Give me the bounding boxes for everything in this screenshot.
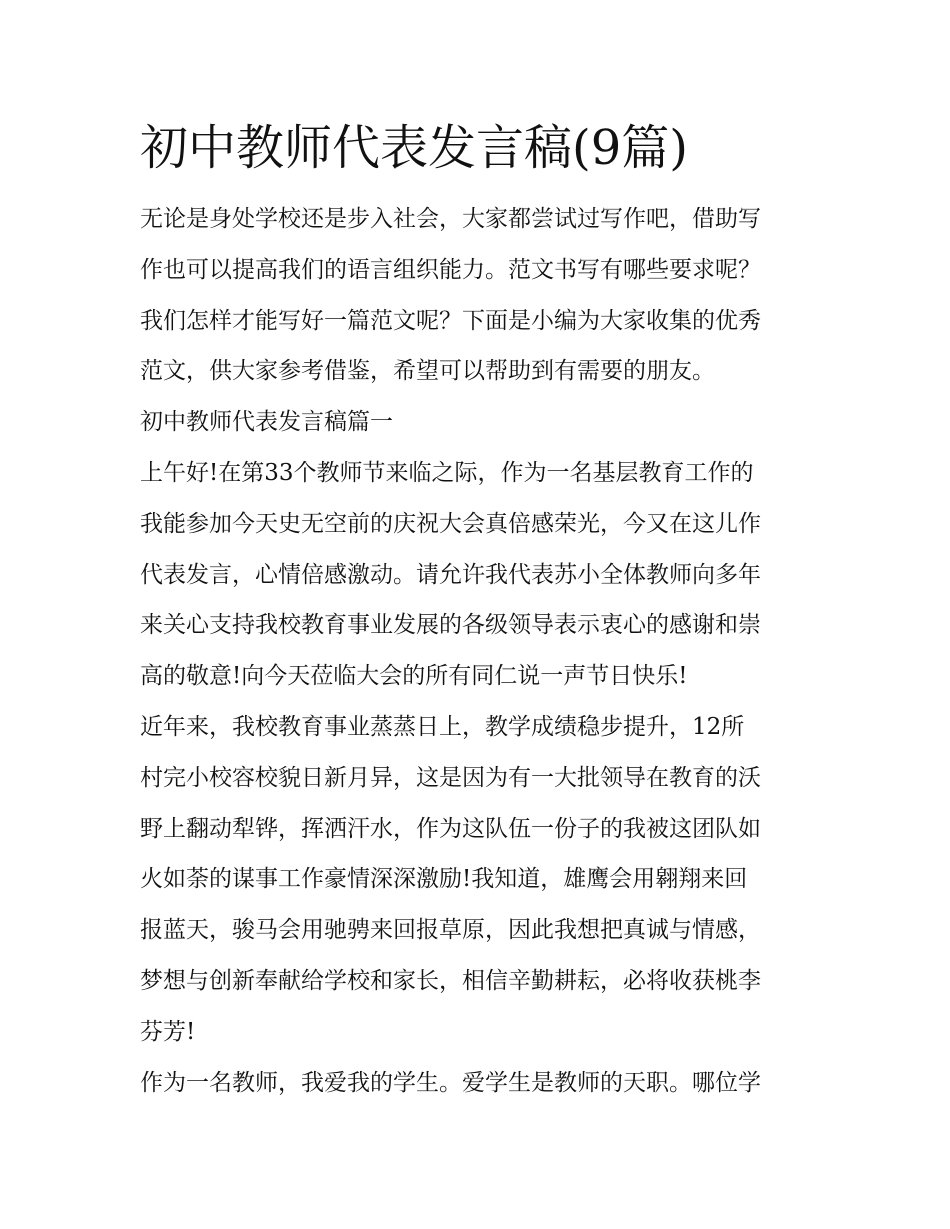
section-heading — [140, 397, 820, 448]
text-line: 我们怎样才能写好一篇范文呢？下面是小编为大家收集的优秀 — [140, 307, 761, 334]
text-line: 无论是身处学校还是步入社会，大家都尝试过写作吧，借助写 — [140, 206, 761, 232]
text-line: 作为一名教师，我爱我的学生。爱学生是教师的天职。哪位学 — [140, 1069, 761, 1096]
text-line: 报蓝天，骏马会用驰骋来回报草原，因此我想把真诚与情感， — [140, 917, 761, 944]
text-line: 村完小校容校貌日新月异，这是因为有一大批领导在教育的沃 — [140, 764, 761, 791]
text-line: 上午好!在第33个教师节来临之际，作为一名基层教育工作的 — [140, 459, 754, 486]
text-line: 高的敬意!向今天莅临大会的所有同仁说一声节日快乐! — [140, 663, 688, 690]
paragraph-2 — [140, 702, 820, 1058]
document-title: 初中教师代表发言稿(9篇) — [140, 120, 688, 176]
section-heading-text: 初中教师代表发言稿篇一 — [140, 409, 393, 436]
text-line: 来关心支持我校教育事业发展的各级领导表示衷心的感谢和崇 — [140, 612, 761, 639]
text-line: 野上翻动犁铧，挥洒汗水，作为这队伍一份子的我被这团队如 — [140, 815, 761, 842]
text-line: 梦想与创新奉献给学校和家长，相信辛勤耕耘，必将收获桃李 — [140, 967, 761, 994]
text-line: 近年来，我校教育事业蒸蒸日上，教学成绩稳步提升，12所 — [140, 713, 745, 740]
intro-paragraph — [140, 194, 820, 397]
text-line: 作也可以提高我们的语言组织能力。范文书写有哪些要求呢？ — [140, 256, 761, 283]
text-line: 范文，供大家参考借鉴，希望可以帮助到有需要的朋友。 — [140, 358, 715, 385]
document-page — [140, 110, 820, 1108]
paragraph-1 — [140, 448, 820, 702]
paragraph-3 — [140, 1058, 820, 1109]
text-line: 代表发言，心情倍感激动。请允许我代表苏小全体教师向多年 — [140, 561, 761, 588]
text-line: 芬芳! — [140, 1018, 196, 1045]
text-line: 我能参加今天史无空前的庆祝大会真倍感荣光，今又在这儿作 — [140, 510, 761, 537]
text-line: 火如荼的谋事工作豪情深深激励!我知道，雄鹰会用翱翔来回 — [140, 866, 748, 893]
